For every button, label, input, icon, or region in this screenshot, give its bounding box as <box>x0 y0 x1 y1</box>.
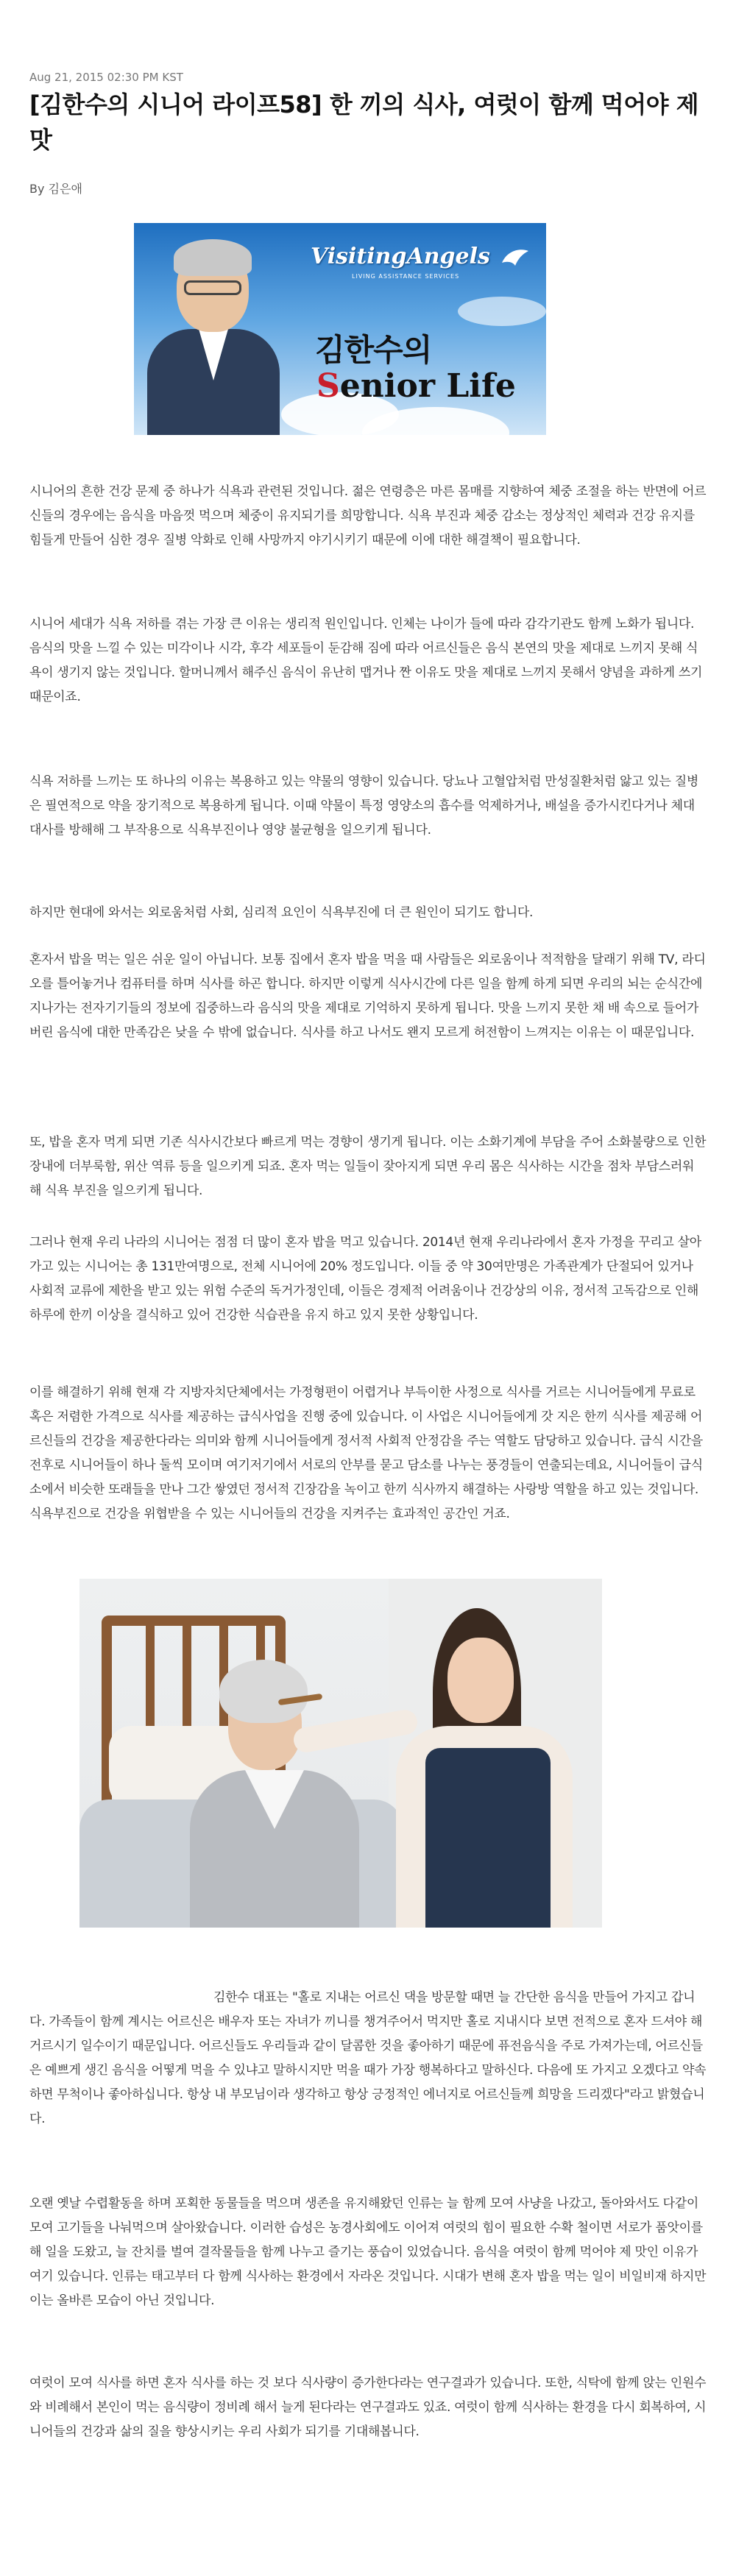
visiting-angels-logo <box>311 244 531 288</box>
paragraph: 혼자서 밥을 먹는 일은 쉬운 일이 아닙니다. 보통 집에서 혼자 밥을 먹을 때 사람들은 외로움이나 적적함을 달래기 위해 TV, 라디오를 틀어놓거나 컴퓨터를 하며 식사를 하곤 합니다. 하지만 이렇게 식사시간에 다른 일을 함께 하게 되면 우리의 뇌는 순식간에 지나가는 전자기기들의 정보에 집중하느라 음식의 맛을 제대로 기억하지 못하게 됩니다. 맛을 느끼지 못한 채 배 속으로 들어가버린 음식에 대한 만족감은 낮을 수 밖에 없습니다. 식사를 하고 나서도 왠지 모르게 허전함이 느껴지는 이유는 이 때문입니다. <box>29 952 706 1040</box>
paragraph: 그러나 현재 우리 나라의 시니어는 점점 더 많이 혼자 밥을 먹고 있습니다. 2014년 현재 우리나라에서 혼자 가정을 꾸리고 살아가고 있는 시니어는 총 131만여명으로, 전체 시니어에 20% 정도입니다. 이들 중 약 30여만명은 가족관계가 단절되어 있거나 사회적 교류에 제한을 받고 있는 위험 수준의 독거가정인데, 이들은 경제적 어려움이나 건강상의 이유, 정서적 고독감으로 인해 하루에 한끼 이상을 결식하고 있어 건강한 식습관을 유지 하고 있지 못한 상황입니다. <box>29 1235 701 1323</box>
article-byline: By 김은애 <box>29 182 82 196</box>
banner-title-initial: S <box>316 367 340 405</box>
banner-title-english <box>316 367 516 405</box>
banner-title-korean: 김한수의 <box>315 332 432 368</box>
banner-title-rest: enior Life <box>339 367 516 405</box>
senior-life-banner-image <box>134 223 546 435</box>
paragraph: 김한수 대표는 "홀로 지내는 어르신 댁을 방문할 때면 늘 간단한 음식을 만들어 가지고 갑니다. 가족들이 함께 계시는 어르신은 배우자 또는 자녀가 끼니를 챙겨주어서 먹지만 홀로 지내시다 보면 전적으로 혼자 드셔야 해 거르시기 일수이기 때문입니다. 어르신들도 우리들과 같이 달콤한 것을 좋아하기 때문에 퓨전음식을 주로 가져가는데, 어르신들은 예쁘게 생긴 음식을 어떻게 먹을 수 있냐고 말하시지만 먹을 때가 가장 행복하다고 말하신다. 다음에 또 가지고 오겠다고 약속하면 무척이나 좋아하십니다. 항상 내 부모님이라 생각하고 항상 긍정적인 에너지로 어르신들께 희망을 드리겠다"라고 밝혔습니다. <box>29 1990 707 2126</box>
paragraph: 하지만 현대에 와서는 외로움처럼 사회, 심리적 요인이 식욕부진에 더 큰 원인이 되기도 합니다. <box>29 905 534 920</box>
article-date: Aug 21, 2015 02:30 PM KST <box>29 71 183 84</box>
angel-wing-icon <box>500 248 530 267</box>
paragraph: 여럿이 모여 식사를 하면 혼자 식사를 하는 것 보다 식사량이 증가한다라는 연구결과가 있습니다. 또한, 식탁에 함께 앉는 인원수와 비례해서 본인이 먹는 음식량이 정비례 해서 늘게 된다라는 연구결과도 있죠. 여럿이 함께 식사하는 환경을 다시 회복하여, 시니어들의 건강과 삶의 질을 향상시키는 우리 사회가 되기를 기대해봅니다. <box>29 2376 707 2439</box>
paragraph: 시니어의 흔한 건강 문제 중 하나가 식욕과 관련된 것입니다. 젊은 연령층은 마른 몸매를 지향하여 체중 조절을 하는 반면에 어르신들의 경우에는 음식을 마음껏 먹으며 체중이 유지되기를 희망합니다. 식욕 부진과 체중 감소는 정상적인 체력과 건강 유지를 힘들게 만들어 심한 경우 질병 악화로 인해 사망까지 야기시키기 때문에 이에 대한 해결책이 필요합니다. <box>29 484 707 548</box>
caregiver-feeding-senior-photo <box>79 1579 602 1928</box>
paragraph: 이를 해결하기 위해 현재 각 지방자치단체에서는 가정형편이 어렵거나 부득이한 사정으로 식사를 거르는 시니어들에게 무료로 혹은 저렴한 가격으로 식사를 제공하는 급식사업을 진행 중에 있습니다. 이 사업은 시니어들에게 갓 지은 한끼 식사를 제공해 어르신들의 건강을 제공한다라는 의미와 함께 시니어들에게 정서적 사회적 안정감을 주는 역할도 담당하고 있습니다. 급식 시간을 전후로 시니어들이 하나 둘씩 모이며 여기저기에서 서로의 안부를 묻고 담소를 나누는 풍경들이 연출되는데요, 시니어들이 급식소에서 비슷한 또래들을 만나 그간 쌓였던 정서적 긴장감을 녹이고 한끼 식사까지 해결하는 사랑방 역할을 하고 있는 것입니다. 식욕부진으로 건강을 위협받을 수 있는 시니어들의 건강을 지켜주는 효과적인 공간인 거죠. <box>29 1385 703 1521</box>
cloud-shape <box>458 297 546 326</box>
logo-subtext: LIVING ASSISTANCE SERVICES <box>352 273 460 280</box>
senior-portrait <box>147 239 280 435</box>
paragraph: 오랜 옛날 수렵활동을 하며 포획한 동물들을 먹으며 생존을 유지해왔던 인류는 늘 함께 모여 사냥을 나갔고, 돌아와서도 다같이 모여 고기들을 나눠먹으며 살아왔습니다. 이러한 습성은 농경사회에도 이어져 여럿의 힘이 필요한 수확 철이면 서로가 품앗이를 해 일을 도왔고, 늘 잔치를 벌여 결작물들을 함께 나누고 즐기는 풍습이 있었습니다. 음식을 여럿이 함께 먹어야 제 맛인 이유가 여기 있습니다. 인류는 태고부터 다 함께 식사하는 환경에서 자라온 것입니다. 시대가 변해 혼자 밥을 먹는 일이 비일비재 하지만 이는 올바른 모습이 아닌 것입니다. <box>29 2196 707 2308</box>
paragraph: 시니어 세대가 식욕 저하를 겪는 가장 큰 이유는 생리적 원인입니다. 인체는 나이가 들에 따라 감각기관도 함께 노화가 됩니다. 음식의 맛을 느낄 수 있는 미각이나 시각, 후각 세포들이 둔감해 짐에 따라 어르신들은 음식 본연의 맛을 제대로 느끼지 못해 식욕이 생기지 않는 것입니다. 할머니께서 해주신 음식이 유난히 맵거나 짠 이유도 맛을 제대로 느끼지 못해서 양념을 과하게 쓰기 때문이죠. <box>29 617 703 704</box>
paragraph: 또, 밥을 혼자 먹게 되면 기존 식사시간보다 빠르게 먹는 경향이 생기게 됩니다. 이는 소화기계에 부담을 주어 소화불량으로 인한 장내에 더부룩함, 위산 역류 등을 일으키게 되죠. 혼자 먹는 일들이 잦아지게 되면 우리 몸은 식사하는 시간을 점차 부담스러워 해 식욕 부진을 일으키게 됩니다. <box>29 1135 707 1198</box>
paragraph: 식욕 저하를 느끼는 또 하나의 이유는 복용하고 있는 약물의 영향이 있습니다. 당뇨나 고혈압처럼 만성질환처럼 앓고 있는 질병은 필연적으로 약을 장기적으로 복용하게 됩니다. 이때 약물이 특정 영양소의 흡수를 억제하거나, 배설을 증가시킨다거나 체대 대사를 방해해 그 부작용으로 식욕부진이나 영양 불균형을 일으키게 됩니다. <box>29 774 698 838</box>
article-title: [김한수의 시니어 라이프58] 한 끼의 식사, 여럿이 함께 먹어야 제 맛 <box>29 91 699 154</box>
logo-text: VisitingAngels <box>311 244 490 269</box>
